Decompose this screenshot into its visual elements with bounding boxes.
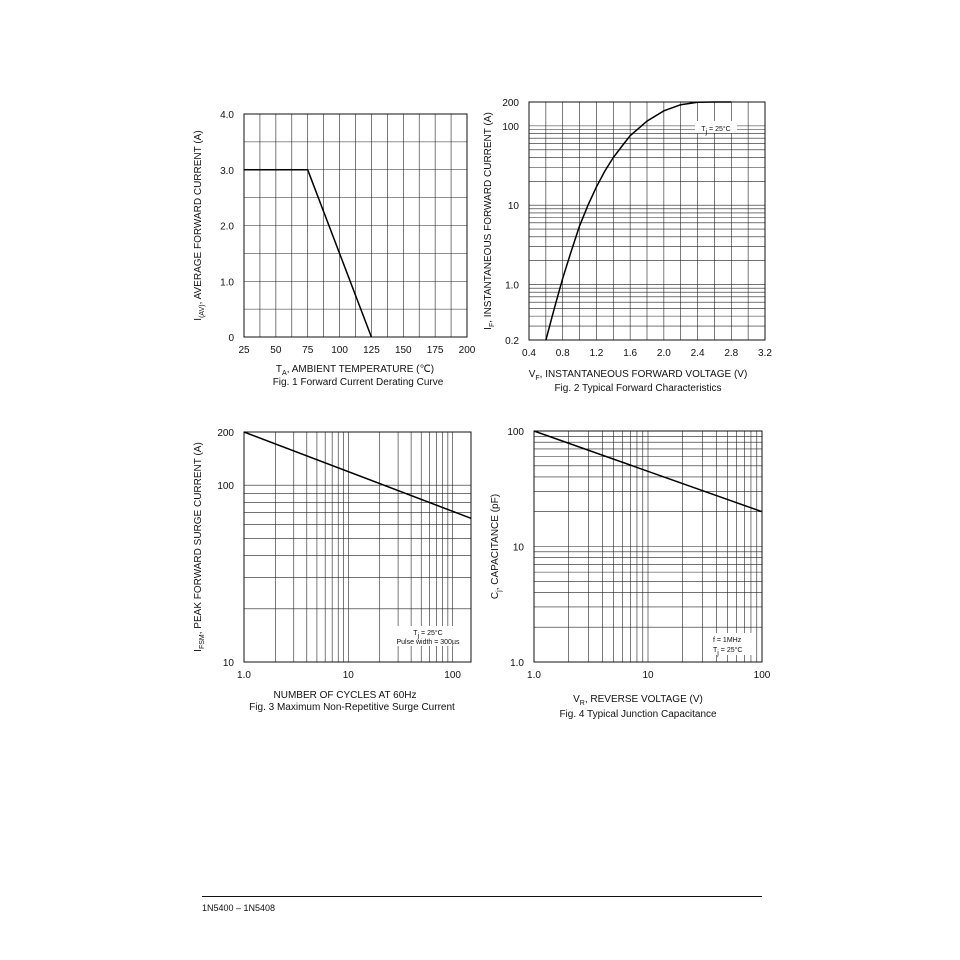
fig3-ylabel: $I_{FSM}$, PEAK FORWARD SURGE CURRENT (A) — [193, 442, 206, 652]
fig4-ylabel: $C_j$, CAPACITANCE (pF) — [490, 493, 503, 600]
fig2-x-tick-label: 1.6 — [623, 348, 638, 359]
fig4-xlabel: $V_R$, REVERSE VOLTAGE (V) — [573, 694, 703, 707]
fig2-y-tick-label: 0.2 — [505, 336, 519, 347]
fig2-x-tick-label: 2.8 — [724, 348, 739, 359]
fig3-x-tick-label: 10 — [342, 670, 354, 681]
fig4-x-tick-label: 1.0 — [527, 670, 541, 681]
fig1-caption: Fig. 1 Forward Current Derating Curve — [272, 377, 444, 388]
fig2-y-tick-label: 100 — [502, 121, 519, 133]
fig1-y-tick-label: 0 — [228, 333, 234, 344]
fig2-x-tick-label: 0.8 — [555, 348, 570, 359]
footer-part-numbers: 1N5400 – 1N5408 — [202, 903, 276, 913]
fig4-caption: Fig. 4 Typical Junction Capacitance — [559, 709, 717, 720]
fig4-y-tick-label: 100 — [507, 427, 524, 438]
fig1-xlabel: $T_A$, AMBIENT TEMPERATURE (℃) — [275, 364, 435, 377]
fig2-xlabel: $V_F$, INSTANTANEOUS FORWARD VOLTAGE (V) — [528, 369, 748, 382]
fig3-xlabel: NUMBER OF CYCLES AT 60Hz — [273, 690, 417, 701]
fig2-y-tick-label: 200 — [502, 98, 519, 109]
fig1-grid — [244, 114, 467, 337]
fig2-y-tick-label: 10 — [507, 201, 519, 213]
fig2-x-tick-label: 1.2 — [589, 348, 604, 359]
fig1-x-tick-label: 175 — [426, 345, 444, 356]
fig3-x-tick-label: 100 — [444, 670, 461, 681]
fig1-chart — [193, 110, 476, 388]
fig3-note — [394, 626, 462, 646]
fig4-note-temp: Tj = 25°C — [713, 647, 743, 657]
fig4-note-freq: f = 1MHz — [713, 637, 742, 644]
fig1-y-tick-label: 1.0 — [220, 277, 234, 289]
fig2-y-tick-label: 1.0 — [505, 280, 519, 292]
fig2-caption: Fig. 2 Typical Forward Characteristics — [554, 383, 722, 394]
fig3-note-pulse: Pulse width = 300µs — [396, 639, 460, 646]
fig4-grid — [534, 431, 762, 662]
fig4-y-tick-label: 1.0 — [510, 658, 524, 669]
fig1-ylabel: $I_{(AV)}$, AVERAGE FORWARD CURRENT (A) — [193, 130, 206, 321]
fig2-x-tick-label: 0.4 — [522, 348, 536, 359]
fig3-series-line — [244, 432, 471, 518]
fig3-y-tick-label: 100 — [217, 481, 234, 493]
fig2-x-tick-label: 3.2 — [758, 348, 772, 359]
fig3-note-text: Tj = 25°C — [413, 630, 443, 640]
fig2-grid — [529, 102, 765, 340]
fig3-x-tick-label: 1.0 — [237, 670, 251, 681]
fig4-x-tick-label: 10 — [642, 670, 654, 681]
fig3-chart — [193, 428, 471, 713]
fig1-y-tick-label: 3.0 — [220, 165, 234, 177]
fig4-note — [708, 633, 754, 657]
fig1-x-tick-label: 75 — [302, 345, 314, 356]
fig4-chart — [490, 427, 771, 720]
fig2-note-text: Tj = 25°C — [701, 126, 731, 136]
fig1-x-tick-label: 200 — [458, 345, 476, 356]
fig2-x-tick-label: 2.0 — [656, 348, 671, 359]
fig4-x-tick-label: 100 — [753, 670, 771, 681]
fig1-x-tick-label: 100 — [331, 345, 348, 356]
fig1-x-tick-label: 125 — [363, 345, 380, 356]
fig2-series-line — [546, 102, 731, 340]
fig2-x-tick-label: 2.4 — [690, 348, 705, 359]
fig1-x-tick-label: 50 — [270, 345, 282, 356]
fig1-y-tick-label: 4.0 — [220, 110, 234, 121]
fig1-y-tick-label: 2.0 — [220, 221, 234, 233]
footer-rule — [202, 896, 762, 897]
fig4-y-tick-label: 10 — [512, 542, 524, 554]
fig3-y-tick-label: 10 — [222, 658, 234, 669]
fig1-x-tick-label: 150 — [394, 345, 412, 356]
fig3-caption: Fig. 3 Maximum Non-Repetitive Surge Current — [249, 702, 455, 713]
fig3-y-tick-label: 200 — [217, 428, 234, 439]
fig1-x-tick-label: 25 — [238, 345, 250, 356]
fig2-ylabel: $I_F$, INSTANTANEOUS FORWARD CURRENT (A) — [483, 112, 496, 330]
fig2-chart — [483, 98, 772, 394]
